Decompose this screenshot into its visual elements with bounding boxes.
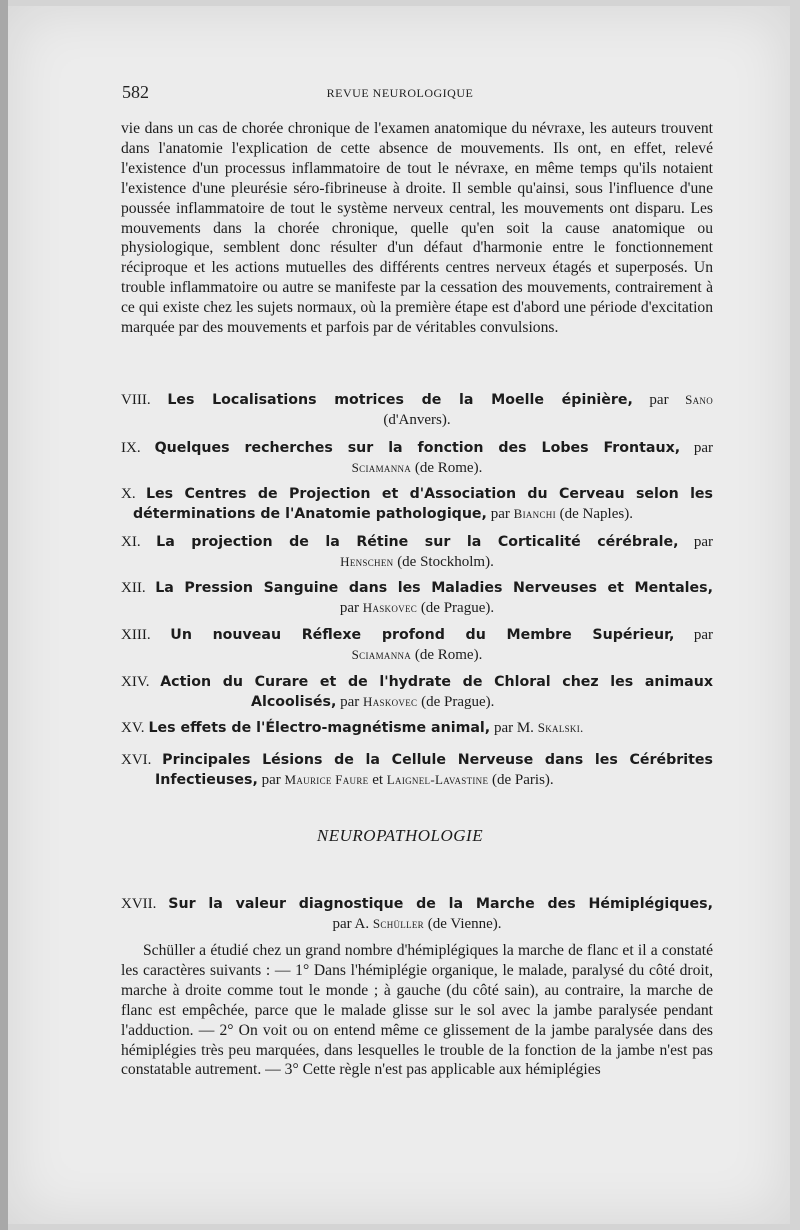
entry-author: Haskovec xyxy=(363,694,418,709)
page-number: 582 xyxy=(122,82,149,102)
entry-number: XVII. xyxy=(121,896,157,912)
entry-xii: XII. La Pression Sanguine dans les Maladies Nerveuses et Mentales, par Haskovec (de Prague). xyxy=(121,580,713,616)
entry-xvi: XVI. Principales Lésions de la Cellule Nerveuse dans les Cérébrites Infectieuses, par Maurice Faure et Laignel-Lavastine (de Paris). xyxy=(121,752,713,788)
entry-title: Les effets de l'Électro-magnétisme animal, xyxy=(148,720,491,736)
entry-author: Bianchi xyxy=(513,506,556,521)
entry-number: XIII. xyxy=(121,627,151,643)
scan-border xyxy=(0,0,8,1230)
entry-xvii: XVII. Sur la valeur diagnostique de la Marche des Hémiplégiques, par A. Schüller (de Vienne). xyxy=(121,896,713,932)
entry-location: (de Paris). xyxy=(488,772,554,788)
paragraph: vie dans un cas de chorée chronique de l'examen anatomique du névraxe, les auteurs trouvent dans l'anatomie l'explication de cette absence de mouvements. Ils ont, en effet, relevé l'existence d'un processus inflammatoire de tout le névraxe, en même temps qu'ils notaient l'existence d'une pleurésie séro-fibrineuse à droite. Il semble qu'ainsi, sous l'influence d'une poussée inflammatoire de tout le système nerveux central, les mouvements ont disparu. Les mouvements dans la chorée chronique, quelle qu'en soit la cause anatomique ou physiologique, semblent donc résulter d'un défaut d'harmonie entre le fonctionnement réciproque et les actions mutuelles des différents centres nerveux étagés et superposés. Un trouble inflammatoire ou autre se manifeste par la cessation des mouvements, contrairement à ce qui existe chez les sujets normaux, où la première étape est d'abord une période d'excitation marquée par des mouvements et parfois par de véritables convulsions. xyxy=(121,120,713,337)
entry-author: Sciamanna xyxy=(351,460,412,475)
entry-title: Les Localisations motrices de la Moelle épinière, xyxy=(167,392,633,408)
entry-location: (de Naples). xyxy=(555,506,633,522)
entry-number: X. xyxy=(121,486,136,502)
entry-location: (de Rome). xyxy=(411,647,483,663)
entry-location: (de Rome). xyxy=(411,460,483,476)
entry-title: Les Centres de Projection et d'Association du Cerveau selon les xyxy=(146,486,714,502)
entry-title: Un nouveau Réflexe profond du Membre Supérieur, xyxy=(170,627,675,643)
entry-title: Sur la valeur diagnostique de la Marche des Hémiplégiques, xyxy=(168,896,713,912)
entry-author: Sciamanna xyxy=(351,647,412,662)
running-title: REVUE NEUROLOGIQUE xyxy=(326,86,474,100)
entry-number: XV. xyxy=(121,720,145,736)
entry-author: Maurice Faure xyxy=(284,772,369,787)
entry-title-cont: Alcoolisés, xyxy=(251,694,337,710)
entry-title: Principales Lésions de la Cellule Nerveuse dans les Cérébrites xyxy=(162,752,713,768)
entry-xi: XI. La projection de la Rétine sur la Corticalité cérébrale, par Henschen (de Stockholm). xyxy=(121,534,713,570)
entry-number: XVI. xyxy=(121,752,152,768)
entry-number: XI. xyxy=(121,534,141,550)
entry-ix: IX. Quelques recherches sur la fonction des Lobes Frontaux, par Sciamanna (de Rome). xyxy=(121,440,713,476)
entry-location: (de Prague). xyxy=(417,694,495,710)
page-header xyxy=(0,82,800,104)
paragraph: Schüller a étudié chez un grand nombre d'hémiplégiques la marche de flanc et il a constaté les caractères suivants : — 1° Dans l'hémiplégie organique, le malade, paralysé du côté droit, marche à droite comme tout le monde ; à gauche (du côté sain), au contraire, la marche de flanc est empêchée, parce que le malade glisse sur le sol avec la jambe paralysée pendant l'adduction. — 2° On voit ou on entend même ce glissement de la jambe paralysée dans des hémiplégies très peu marquées, dans lesquelles le trouble de la fonction de la jambe n'est pas constatable autrement. — 3° Cette règle n'est pas applicable aux hémiplégies xyxy=(121,942,713,1079)
entry-title-cont: Infectieuses, xyxy=(155,772,258,788)
entry-author: Schüller xyxy=(372,916,424,931)
entry-author: Henschen xyxy=(340,554,394,569)
entry-author: Haskovec xyxy=(362,600,418,615)
entry-title: Quelques recherches sur la fonction des Lobes Frontaux, xyxy=(154,440,681,456)
section-heading: NEUROPATHOLOGIE xyxy=(316,826,484,845)
entry-xiii: XIII. Un nouveau Réflexe profond du Membre Supérieur, par Sciamanna (de Rome). xyxy=(121,627,714,663)
entry-xiv: XIV. Action du Curare et de l'hydrate de Chloral chez les animaux Alcoolisés, par Haskovec (de Prague). xyxy=(121,674,714,710)
entry-title: La Pression Sanguine dans les Maladies Nerveuses et Mentales, xyxy=(155,580,713,596)
entry-xv: XV. Les effets de l'Électro-magnétisme animal, par M. Skalski. xyxy=(121,720,584,736)
entry-number: IX. xyxy=(121,440,141,456)
entry-title: La projection de la Rétine sur la Corticalité cérébrale, xyxy=(156,534,679,550)
entry-location: (d'Anvers). xyxy=(383,412,451,428)
entry-location: (de Stockholm). xyxy=(393,554,494,570)
entry-number: VIII. xyxy=(121,392,151,408)
entry-viii: VIII. Les Localisations motrices de la Moelle épinière, par Sano (d'Anvers). xyxy=(121,392,713,428)
entry-location: (de Vienne). xyxy=(424,916,502,932)
entry-author: Skalski. xyxy=(537,720,584,735)
entry-author-2: Laignel-Lavastine xyxy=(386,772,489,787)
entry-location: (de Prague). xyxy=(417,600,495,616)
entry-x: X. Les Centres de Projection et d'Association du Cerveau selon les déterminations de l'Anatomie pathologique, par Bianchi (de Naples). xyxy=(121,486,714,522)
entry-title-cont: déterminations de l'Anatomie pathologique, xyxy=(133,506,487,522)
entry-number: XIV. xyxy=(121,674,150,690)
entry-number: XII. xyxy=(121,580,146,596)
entry-title: Action du Curare et de l'hydrate de Chloral chez les animaux xyxy=(160,674,714,690)
entry-author: Sano xyxy=(685,392,713,407)
